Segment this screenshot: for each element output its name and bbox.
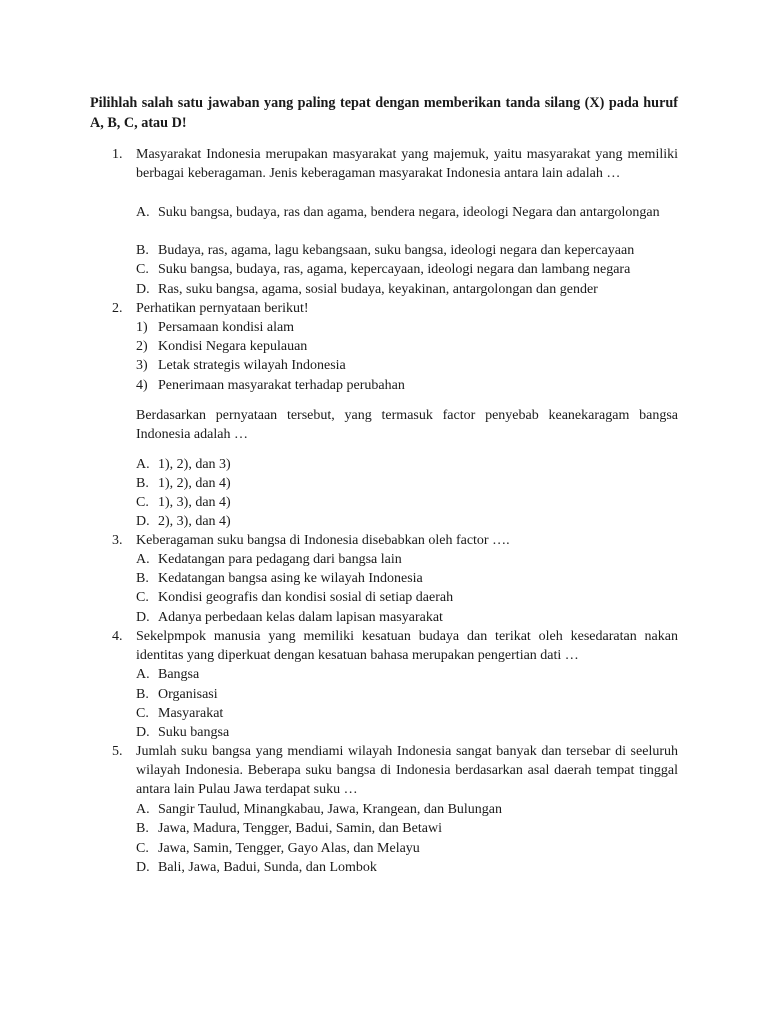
option-text: Bali, Jawa, Badui, Sunda, dan Lombok <box>158 860 377 875</box>
option-label: B. <box>136 821 149 836</box>
question-text: Perhatikan pernyataan berikut! <box>136 301 309 316</box>
option-text: Budaya, ras, agama, lagu kebangsaan, suku bangsa, ideologi negara dan kepercayaan <box>158 243 635 258</box>
option-text: 2), 3), dan 4) <box>158 514 231 529</box>
question-number: 3. <box>112 533 123 548</box>
statement-text: Persamaan kondisi alam <box>158 320 295 335</box>
option-text: Organisasi <box>158 687 218 702</box>
question-text: Masyarakat Indonesia merupakan masyarakat yang majemuk, yaitu masyarakat yang memiliki berbagai keberagaman. Jenis keberagaman masyarakat Indonesia antara lain adalah … <box>136 147 678 181</box>
option-label: B. <box>136 476 149 491</box>
statement-label: 1) <box>136 320 148 335</box>
option-label: A. <box>136 667 150 682</box>
statement-label: 2) <box>136 339 148 354</box>
question-number: 4. <box>112 629 123 644</box>
option-text: Suku bangsa, budaya, ras, agama, kepercayaan, ideologi negara dan lambang negara <box>158 262 631 277</box>
option-text: 1), 3), dan 4) <box>158 495 231 510</box>
statement-text: Kondisi Negara kepulauan <box>158 339 308 354</box>
question-text: Keberagaman suku bangsa di Indonesia disebabkan oleh factor …. <box>136 533 510 548</box>
option-label: B. <box>136 687 149 702</box>
option-label: D. <box>136 725 150 740</box>
statement-text: Penerimaan masyarakat terhadap perubahan <box>158 378 405 393</box>
option-label: B. <box>136 571 149 586</box>
option-text: Suku bangsa, budaya, ras dan agama, bendera negara, ideologi Negara dan antargolongan <box>158 205 660 220</box>
option-text: Ras, suku bangsa, agama, sosial budaya, keyakinan, antargolongan dan gender <box>158 282 598 297</box>
option-label: C. <box>136 262 149 277</box>
option-label: D. <box>136 514 150 529</box>
statement-label: 4) <box>136 378 148 393</box>
option-label: C. <box>136 841 149 856</box>
option-label: A. <box>136 552 150 567</box>
option-text: Sangir Taulud, Minangkabau, Jawa, Krangean, dan Bulungan <box>158 802 503 817</box>
instructions: Pilihlah salah satu jawaban yang paling tepat dengan memberikan tanda silang (X) pada huruf A, B, C, atau D! <box>90 95 678 131</box>
option-label: D. <box>136 282 150 297</box>
statement-label: 3) <box>136 358 148 373</box>
option-label: D. <box>136 860 150 875</box>
option-text: Jawa, Samin, Tengger, Gayo Alas, dan Melayu <box>158 841 420 856</box>
option-text: 1), 2), dan 4) <box>158 476 231 491</box>
option-text: Kedatangan bangsa asing ke wilayah Indonesia <box>158 571 423 586</box>
question-text: Jumlah suku bangsa yang mendiami wilayah Indonesia sangat banyak dan tersebar di seeluruh wilayah Indonesia. Beberapa suku bangsa di Indonesia berdasarkan asal daerah tempat tinggal antara lain Pulau Jawa terdapat suku … <box>136 744 678 797</box>
option-text: Bangsa <box>158 667 200 682</box>
question-text: Sekelpmpok manusia yang memiliki kesatuan budaya dan terikat oleh kesedaratan nakan identitas yang diperkuat dengan kesatuan bahasa merupakan pengertian dati … <box>136 629 678 663</box>
option-text: Jawa, Madura, Tengger, Badui, Samin, dan Betawi <box>158 821 442 836</box>
option-text: Adanya perbedaan kelas dalam lapisan masyarakat <box>158 610 443 625</box>
statement-text: Letak strategis wilayah Indonesia <box>158 358 346 373</box>
option-label: B. <box>136 243 149 258</box>
question-2-followup: Berdasarkan pernyataan tersebut, yang termasuk factor penyebab keanekaragam bangsa Indonesia adalah … <box>136 408 678 442</box>
option-label: D. <box>136 610 150 625</box>
option-label: A. <box>136 802 150 817</box>
option-text: Kedatangan para pedagang dari bangsa lain <box>158 552 402 567</box>
option-label: C. <box>136 706 149 721</box>
option-text: Kondisi geografis dan kondisi sosial di setiap daerah <box>158 590 454 605</box>
option-text: Masyarakat <box>158 706 224 721</box>
option-label: A. <box>136 457 150 472</box>
option-label: C. <box>136 495 149 510</box>
option-label: A. <box>136 205 150 220</box>
question-number: 5. <box>112 744 123 759</box>
option-text: Suku bangsa <box>158 725 230 740</box>
option-text: 1), 2), dan 3) <box>158 457 231 472</box>
option-label: C. <box>136 590 149 605</box>
question-number: 2. <box>112 301 123 316</box>
question-number: 1. <box>112 147 123 162</box>
